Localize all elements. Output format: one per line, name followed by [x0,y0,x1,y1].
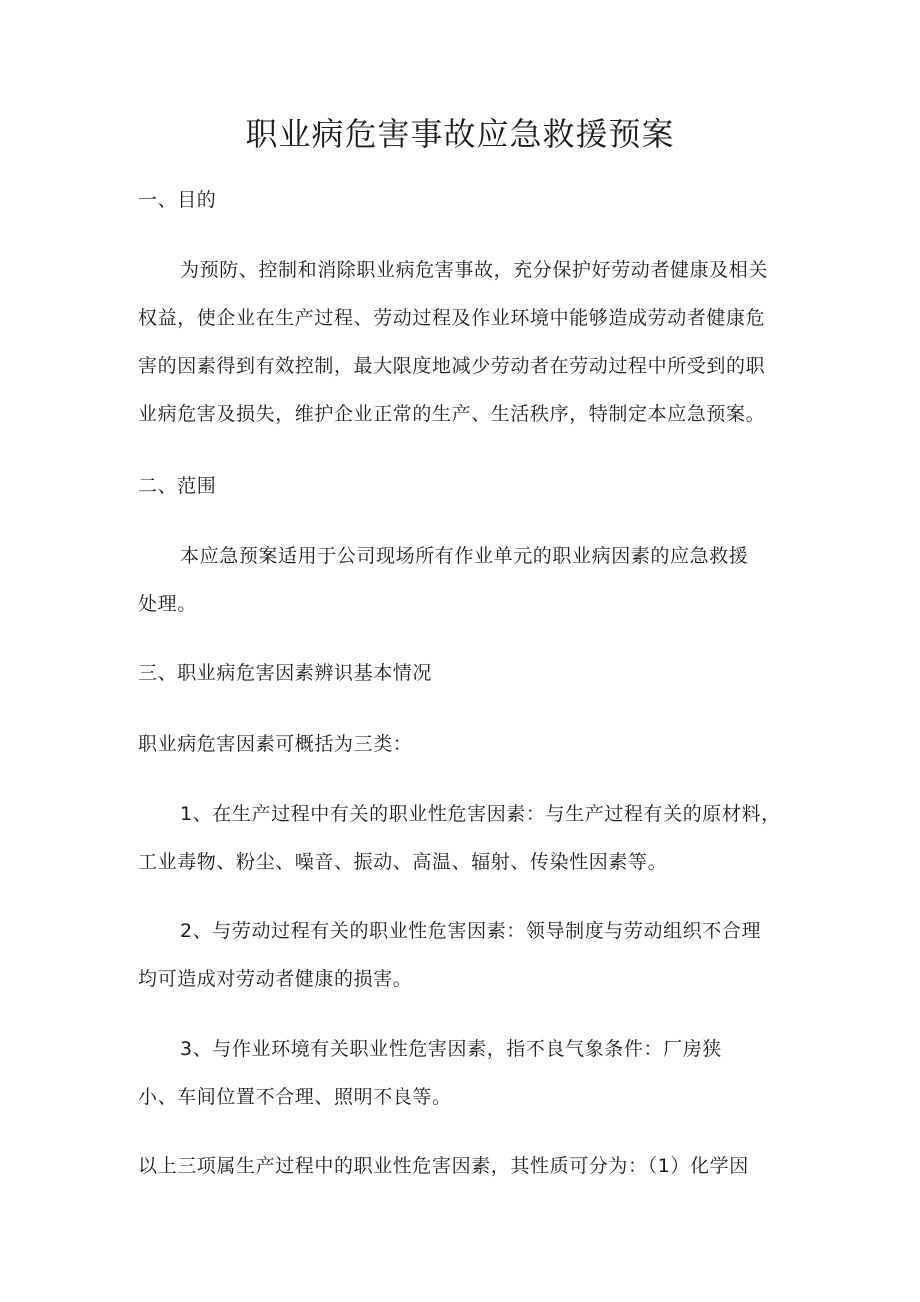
paragraph-line [138,1150,749,1182]
section-heading-scope: 二、范围 [138,475,217,497]
list-item [180,915,761,947]
list-item-number: 2 [180,920,193,942]
list-item [180,798,781,830]
document-title: 职业病危害事故应急救援预案 [245,115,675,153]
list-item-text: 、与劳动过程有关的职业性危害因素：领导制度与劳动组织不合理 [192,920,762,942]
section-heading-hazard-identification: 三、职业病危害因素辨识基本情况 [138,662,433,684]
paragraph-line: 业病危害及损失，维护企业正常的生产、生活秩序，特制定本应急预案。 [138,403,766,425]
section-heading-purpose: 一、目的 [138,189,217,211]
paragraph-line: 本应急预案适用于公司现场所有作业单元的职业病因素的应急救援 [180,545,749,567]
list-item-number: 3 [180,1038,193,1060]
paragraph-line: 权益，使企业在生产过程、劳动过程及作业环境中能够造成劳动者健康危 [138,307,766,329]
list-item-continuation: 小、车间位置不合理、照明不良等。 [138,1086,452,1108]
paragraph-line: 职业病危害因素可概括为三类： [138,733,413,755]
paragraph-line: 处理。 [138,593,197,615]
closing-tail: 化学因 [690,1155,749,1177]
list-item-text: 、与作业环境有关职业性危害因素，指不良气象条件：厂房狭 [192,1038,722,1060]
list-item-continuation: 工业毒物、粉尘、噪音、振动、高温、辐射、传染性因素等。 [138,851,668,873]
paragraph-line: 为预防、控制和消除职业病危害事故，充分保护好劳动者健康及相关 [180,259,769,281]
list-item-number: 1 [180,803,193,825]
list-item-text: 、在生产过程中有关的职业性危害因素：与生产过程有关的原材料， [192,803,781,825]
list-item-continuation: 均可造成对劳动者健康的损害。 [138,968,413,990]
paragraph-line: 害的因素得到有效控制，最大限度地减少劳动者在劳动过程中所受到的职 [138,355,766,377]
closing-number: （1） [647,1155,690,1177]
list-item [180,1033,722,1065]
closing-text: 以上三项属生产过程中的职业性危害因素，其性质可分为： [138,1155,648,1177]
